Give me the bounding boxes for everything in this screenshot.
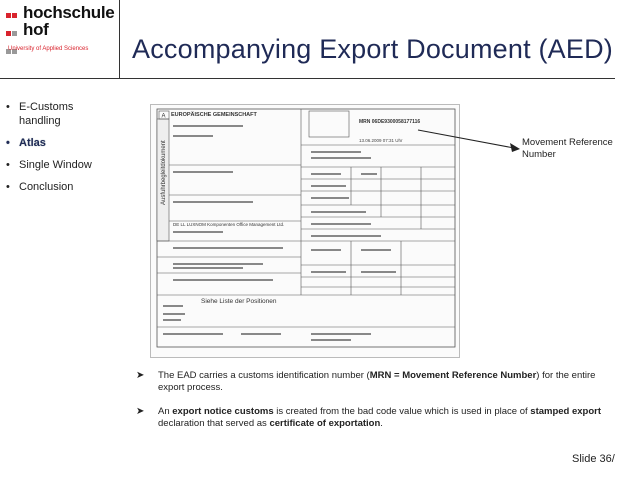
logo-tagline: University of Applied Sciences (8, 46, 89, 52)
bullet-text-1-c: is created from the bad code value which is used in place of (273, 406, 531, 417)
hochschule-hof-logo (6, 4, 118, 58)
bullet-text-0-c: ) for the entire export process. (158, 370, 596, 393)
bullet-text-0-b: MRN = Movement Reference Number (369, 370, 537, 381)
sidebar-item-atlas[interactable]: • Atlas (6, 136, 114, 150)
bullet-text-1-g: . (380, 417, 383, 429)
arrow-bullet-icon: ➤ (136, 406, 145, 417)
aed-form-drawing (151, 105, 459, 357)
bullet-item-mrn (136, 370, 616, 393)
header-divider-vertical (119, 0, 120, 78)
bullet-text-1-f: certificate of exportation (269, 417, 381, 429)
bullet-text-1-d: stamped export (530, 406, 602, 417)
doc-mrn: MRN 06DE9300058177116 (359, 119, 421, 125)
bullet-text-1-a: An (158, 406, 173, 417)
logo-text (23, 4, 114, 38)
sidebar-nav (6, 100, 114, 202)
arrow-bullet-icon: ➤ (136, 370, 145, 381)
logo-line2: hof (23, 20, 49, 39)
doc-box-a: A (161, 113, 166, 120)
callout-arrow-icon (416, 128, 526, 168)
bullet-text-1-e: declaration that served as (158, 417, 270, 429)
doc-positions-text: Siehe Liste der Positionen (201, 298, 277, 305)
logo-line1: hochschule (23, 3, 115, 22)
mrn-callout-label: Movement Reference Number (522, 137, 613, 160)
slide-title: Accompanying Export Document (AED) (132, 34, 613, 64)
sidebar-item-single-window[interactable]: • Single Window (6, 158, 114, 172)
sidebar-item-e-customs[interactable]: • E-Customs handling (6, 100, 99, 128)
bullet-text-1-b: export notice customs (172, 406, 274, 417)
doc-vertical-label: Ausfuhrbegleitdokument (161, 140, 167, 205)
bullet-list (136, 370, 616, 442)
header-divider-horizontal (0, 78, 615, 79)
doc-header: EUROPÄISCHE GEMEINSCHAFT (171, 112, 257, 118)
bullet-item-export-notice (136, 406, 616, 429)
aed-document-scan (150, 104, 460, 358)
doc-company: DE LL LUXNOM Komponenten Office Management Ltd. (173, 222, 285, 227)
bullet-text-0-a: The EAD carries a customs identification number ( (158, 370, 370, 381)
doc-date-line: 13.06.2009 07:31 Uhr (359, 138, 403, 143)
sidebar-item-conclusion[interactable]: • Conclusion (6, 180, 114, 194)
slide-number: Slide 36/ (572, 453, 615, 465)
